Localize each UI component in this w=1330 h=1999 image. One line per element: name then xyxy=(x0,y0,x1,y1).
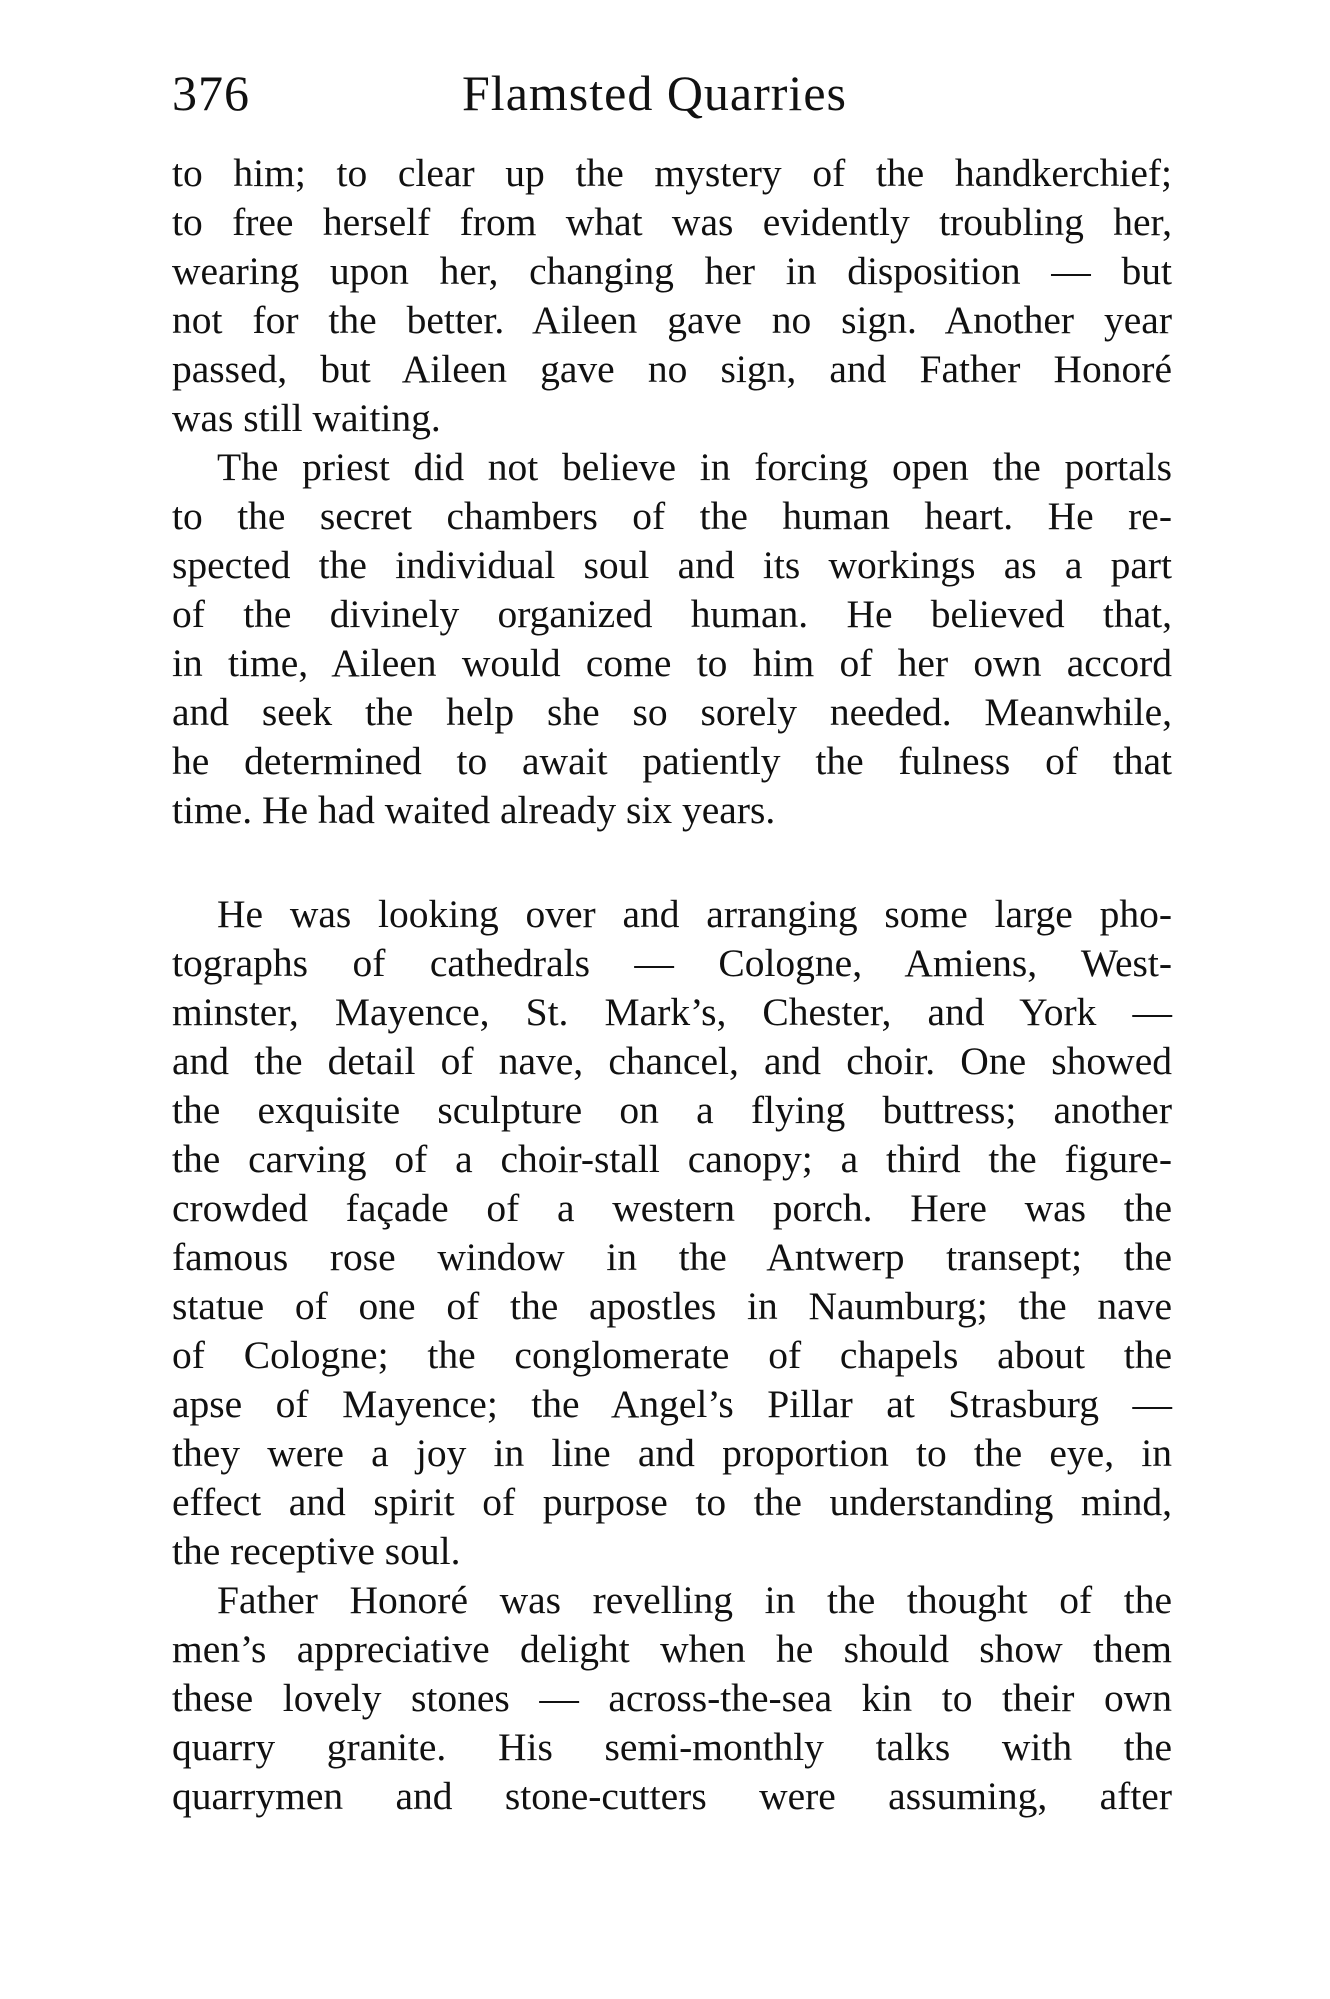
text-line: minster, Mayence, St. Mark’s, Chester, and York — xyxy=(172,990,1172,1034)
text-line: the exquisite sculpture on a flying buttress; another xyxy=(172,1088,1172,1132)
text-line: spected the individual soul and its workings as a part xyxy=(172,543,1172,587)
text-line: passed, but Aileen gave no sign, and Father Honoré xyxy=(172,347,1172,391)
text-line: Father Honoré was revelling in the thought of the xyxy=(217,1578,1172,1622)
text-line: quarrymen and stone-cutters were assuming, after xyxy=(172,1774,1172,1818)
text-line: tographs of cathedrals — Cologne, Amiens, West- xyxy=(172,941,1172,985)
text-line: he determined to await patiently the fulness of that xyxy=(172,739,1172,783)
text-line: apse of Mayence; the Angel’s Pillar at Strasburg — xyxy=(172,1382,1172,1426)
text-line: of the divinely organized human. He believed that, xyxy=(172,592,1172,636)
text-line: effect and spirit of purpose to the understanding mind, xyxy=(172,1480,1172,1524)
running-title: Flamsted Quarries xyxy=(462,65,847,121)
text-line: the carving of a choir-stall canopy; a third the figure- xyxy=(172,1137,1172,1181)
text-line: the receptive soul. xyxy=(172,1529,461,1573)
text-line: wearing upon her, changing her in disposition — but xyxy=(172,249,1172,293)
text-line: crowded façade of a western porch. Here was the xyxy=(172,1186,1172,1230)
text-line: He was looking over and arranging some large pho- xyxy=(217,892,1172,936)
text-line: and the detail of nave, chancel, and choir. One showed xyxy=(172,1039,1172,1083)
text-line: men’s appreciative delight when he should show them xyxy=(172,1627,1172,1671)
text-line: not for the better. Aileen gave no sign. Another year xyxy=(172,298,1172,342)
text-line: these lovely stones — across-the-sea kin to their own xyxy=(172,1676,1172,1720)
text-line: was still waiting. xyxy=(172,396,441,440)
text-line: to the secret chambers of the human heart. He re- xyxy=(172,494,1172,538)
text-line: time. He had waited already six years. xyxy=(172,788,776,832)
text-line: statue of one of the apostles in Naumburg; the nave xyxy=(172,1284,1172,1328)
text-line: The priest did not believe in forcing open the portals xyxy=(217,445,1172,489)
running-head xyxy=(172,58,1172,128)
text-block-first xyxy=(172,149,1172,835)
text-line: to him; to clear up the mystery of the handkerchief; xyxy=(172,151,1172,195)
text-line: they were a joy in line and proportion to the eye, in xyxy=(172,1431,1172,1475)
text-line: in time, Aileen would come to him of her own accord xyxy=(172,641,1172,685)
text-line: quarry granite. His semi-monthly talks with the xyxy=(172,1725,1172,1769)
text-line: famous rose window in the Antwerp transept; the xyxy=(172,1235,1172,1279)
page-number: 376 xyxy=(172,65,250,121)
text-line: of Cologne; the conglomerate of chapels about the xyxy=(172,1333,1172,1377)
text-line: to free herself from what was evidently troubling her, xyxy=(172,200,1172,244)
text-block-second xyxy=(172,890,1172,1821)
text-line: and seek the help she so sorely needed. Meanwhile, xyxy=(172,690,1172,734)
